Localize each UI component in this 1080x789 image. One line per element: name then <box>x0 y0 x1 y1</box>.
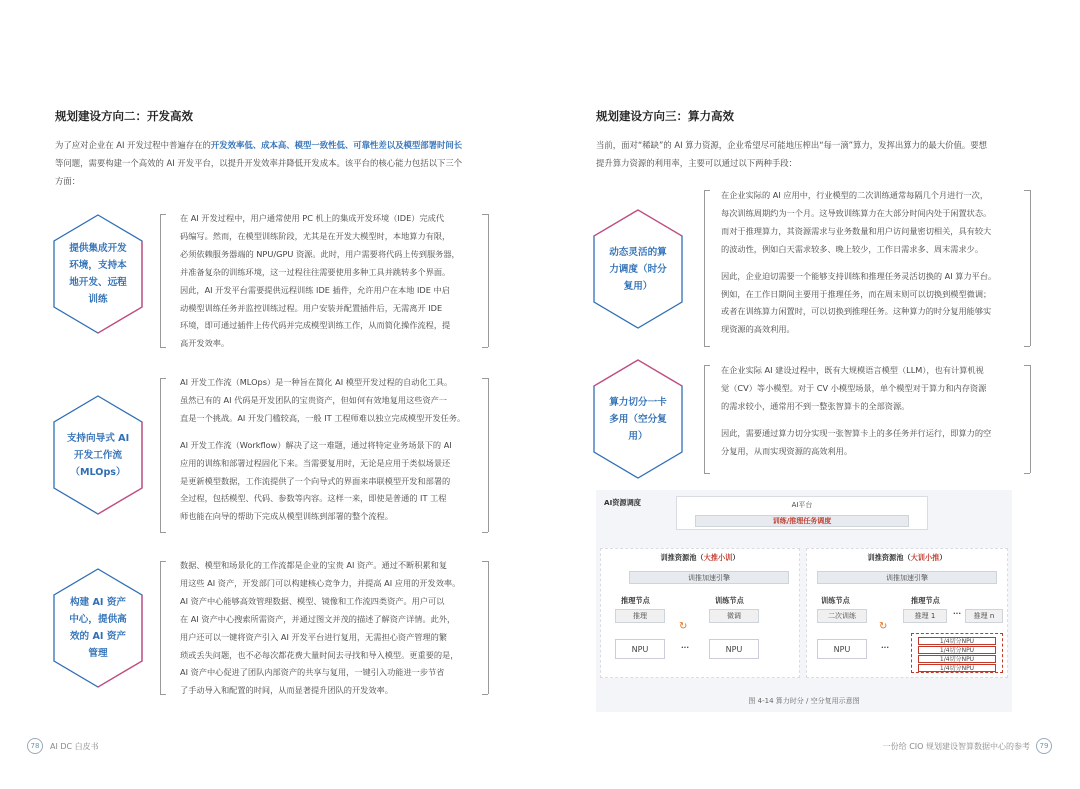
infer-task-left: 推理 <box>615 609 665 623</box>
mlops-text: AI 开发工作流（MLOps）是一种旨在简化 AI 模型开发过程的自动化工具。 虽然已有的 AI 代码是开发团队的宝贵资产，但如何有效地复用这些资产一 直是一个挑战。AI 开发门槛较高，一般 IT 工程师难以独立完成模型开发任务。 AI 开发工作流（Workflow）解决了这一难题，通过将特定业务场景下的 AI 应用的训练和部署过程固化下来。当需要复用时，无论是应用于类似场景还 是更新模型数据，工作流提供了一个向导式的界面来串联模型开发和部署的 全过程，包括模型、代码、参数等内容。这样一来，即使是普通的 IT 工程 师也能在向导的帮助下完成从模型训练到部署的整个流程。 <box>180 377 466 522</box>
pool-left-title: 训推资源池（大推小训） <box>660 553 740 562</box>
hex-ide: 提供集成开发环境，支持本地开发、远程训练 <box>52 213 144 335</box>
diagram-caption: 图 4-14 算力时分 / 空分复用示意图 <box>748 697 860 705</box>
ai-platform-box: AI平台 训练/推理任务调度 <box>676 496 928 530</box>
left-heading: 规划建设方向二：开发高效 <box>55 109 193 123</box>
pool-right: 训推资源池（大训小推） 训推加速引擎 训练节点 推理节点 二次训练 推理 1 ··· 推理 n ↻ NPU ··· 1/4切分NPU 1/4切分NPU 1/4切分NPU 1/4切分NPU <box>806 548 1008 678</box>
resource-scheduling-diagram <box>596 490 1012 712</box>
page-number-left: 78 <box>27 738 43 754</box>
switch-arrow-left-icon: ↻ <box>679 621 688 632</box>
train-node-label-left: 训练节点 <box>715 596 744 605</box>
task-scheduling: 训练/推理任务调度 <box>695 515 909 527</box>
left-intro: 为了应对企业在 AI 开发过程中普遍存在的开发效率低、成本高、模型一致性低、可靠性差以及模型部署时间长 等问题，需要构建一个高效的 AI 开发平台，以提升开发效率并降低开发成本。该平台的核心能力包括以下三个 方面： <box>55 140 463 186</box>
finetune-task: 微调 <box>709 609 759 623</box>
ide-text: 在 AI 开发过程中，用户通常使用 PC 机上的集成开发环境（IDE）完成代 码编写。然而，在模型训练阶段，尤其是在开发大模型时，本地算力有限， 必须依赖服务器端的 NPU/GPU 资源。此时，用户需要将代码上传到服务器， 并准备复杂的训练环境，这一过程往往需要使用多种工具并跳转多个界面。 因此，AI 开发平台需要提供远程训练 IDE 插件，允许用户在本地 IDE 中启 动模型训练任务并监控训练过程。用户安装并配置插件后，无需离开 IDE 环境，即可通过插件上传代码并完成模型训练工作，从而简化操作流程，提 高开发效率。 <box>180 213 460 349</box>
intro-highlight: 开发效率低、成本高、模型一致性低、可靠性差以及模型部署时间长 <box>210 140 463 150</box>
npu-right-1: NPU <box>817 639 867 659</box>
footer-right: 一份给 CIO 规划建设智算数据中心的参考 <box>882 742 1030 751</box>
right-intro: 当前，面对“稀缺”的 AI 算力资源，企业希望尽可能地压榨出“每一滴”算力，发挥出算力的最大价值。要想 提升算力资源的利用率，主要可以通过以下两种手段： <box>596 140 988 168</box>
npu-left-2: NPU <box>709 639 759 659</box>
diagram-title: AI资源调度 <box>604 498 641 507</box>
inferN-task: 推理 n <box>965 609 1003 623</box>
right-heading: 规划建设方向三：算力高效 <box>596 109 734 123</box>
infer-node-label-left: 推理节点 <box>621 596 650 605</box>
engine-left: 训推加速引擎 <box>629 571 789 584</box>
infer-node-label-right: 推理节点 <box>911 596 940 605</box>
page-number-right: 79 <box>1036 738 1052 754</box>
infer1-task: 推理 1 <box>903 609 947 623</box>
pool-left: 训推资源池（大推小训） 训推加速引擎 推理节点 训练节点 推理 微调 ↻ NPU ··· NPU <box>600 548 800 678</box>
hex-mlops: 支持向导式 AI 开发工作流（MLOps） <box>52 394 144 516</box>
second-train-task: 二次训练 <box>817 609 867 623</box>
hex-assets: 构建 AI 资产中心，提供高效的 AI 资产管理 <box>52 567 144 689</box>
hex-space-sharing: 算力切分一卡多用（空分复用） <box>592 358 684 480</box>
assets-text: 数据、模型和场景化的工作流都是企业的宝贵 AI 资产。通过不断积累和复 用这些 AI 资产，开发部门可以构建核心竞争力，并提高 AI 应用的开发效率。 AI 资产中心能够高效管理数据、模型、镜像和工作流四类资产。用户可以 在 AI 资产中心搜索所需资产，并通过图文并茂的描述了解资产详情。此外， 用户还可以一键将资产引入 AI 开发平台进行复用，无需担心资产管理的繁 琐或丢失问题，也不必每次都花费大量时间去寻找和导入模型。更重要的是， AI 资产中心促进了团队内部资产的共享与复用，一键引入功能进一步节省 了手动导入和配置的时间，从而显著提升团队的开发效率。 <box>180 560 461 696</box>
space-sharing-text: 在企业实际 AI 建设过程中，既有大规模语言模型（LLM），也有计算机视 觉（CV）等小模型。对于 CV 小模型场景，单个模型对于算力和内存资源 的需求较小，通常用不到一整张智算卡的全部资源。 因此，需要通过算力切分实现一张智算卡上的多任务并行运行，即算力的空 分复用，从而实现资源的高效利用。 <box>721 365 992 456</box>
pool-right-title: 训推资源池（大训小推） <box>867 553 947 562</box>
npu-slices: 1/4切分NPU 1/4切分NPU 1/4切分NPU 1/4切分NPU <box>911 633 1003 673</box>
time-sharing-text: 在企业实际的 AI 应用中，行业模型的二次训练通常每隔几个月进行一次， 每次训练周期约为一个月。这导致训练算力在大部分时间内处于闲置状态。 而对于推理算力，其资源需求与业务数量和用户访问量密切相关，具有较大 的波动性，例如白天需求较多、晚上较少，工作日需求多、周末需求少。 因此，企业迫切需要一个能够支持训练和推理任务灵活切换的 AI 算力平台。 例如，在工作日期间主要用于推理任务，而在周末则可以切换到模型微调； 或者在训练算力闲置时，可以切换到推理任务。这种算力的时分复用能够实 现资源的高效利用。 <box>721 190 997 335</box>
engine-right: 训推加速引擎 <box>817 571 997 584</box>
train-node-label-right: 训练节点 <box>821 596 850 605</box>
hex-time-sharing: 动态灵活的算力调度（时分复用） <box>592 208 684 330</box>
switch-arrow-right-icon: ↻ <box>879 621 888 632</box>
npu-left-1: NPU <box>615 639 665 659</box>
footer-left: AI DC 白皮书 <box>50 742 99 751</box>
